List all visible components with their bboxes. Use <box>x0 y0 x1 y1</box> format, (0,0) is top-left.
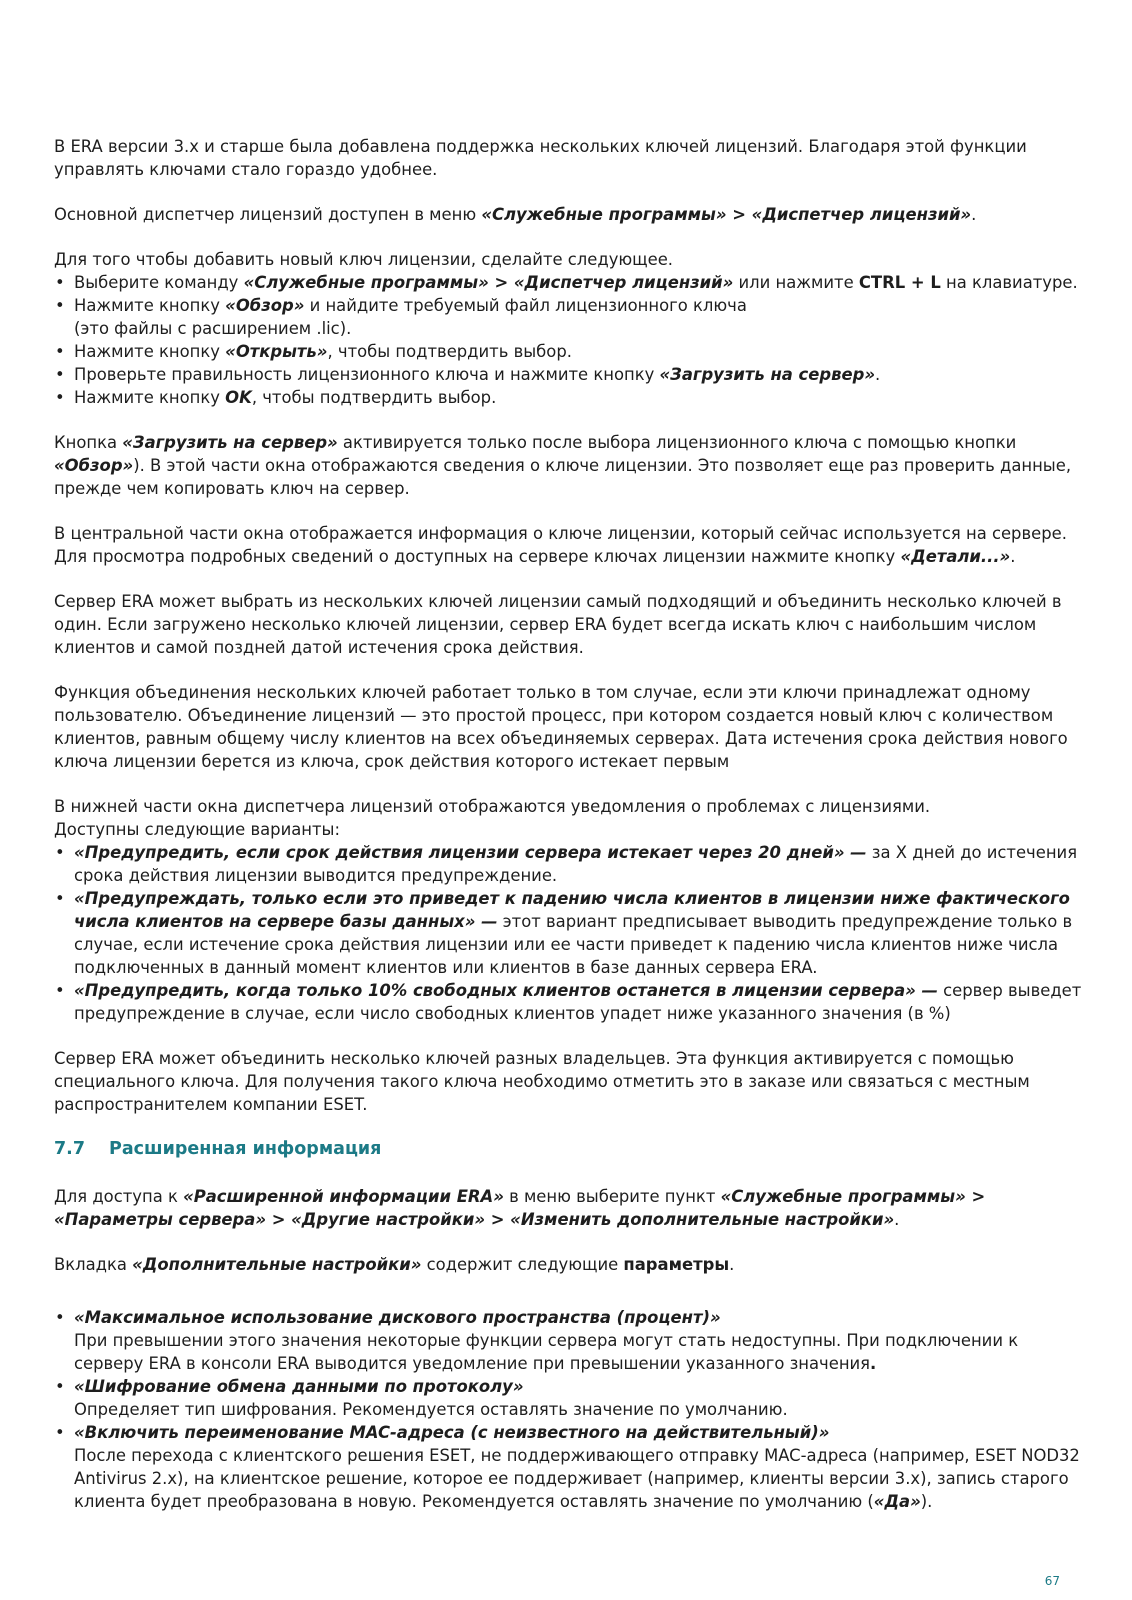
list-item: • Нажмите кнопку «Обзор» и найдите требуемый файл лицензионного ключа (это файлы с расширением .lic). <box>54 294 1084 340</box>
paragraph-advanced-tab: Вкладка «Дополнительные настройки» содержит следующие параметры. <box>54 1255 735 1274</box>
list-item: • Проверьте правильность лицензионного ключа и нажмите кнопку «Загрузить на сервер». <box>54 363 1084 386</box>
section-title: Расширенная информация <box>109 1139 382 1159</box>
list-item: • «Максимальное использование дискового пространства (процент)» При превышении этого значения некоторые функции сервера могут стать недоступны. При подключении к серверу ERA в консоли ERA выводится уведомление при превышении указанного значения. <box>54 1306 1084 1375</box>
notifications-intro: В нижней части окна диспетчера лицензий отображаются уведомления о проблемах с лицензиями. Доступны следующие варианты: <box>54 797 931 839</box>
list-item: • Нажмите кнопку OK, чтобы подтвердить выбор. <box>54 386 1084 409</box>
list-item: • «Предупредить, если срок действия лицензии сервера истекает через 20 дней» — за X дней до истечения срока действия лицензии выводится предупреждение. <box>54 841 1084 887</box>
paragraph-menu-path: Основной диспетчер лицензий доступен в меню «Служебные программы» > «Диспетчер лицензий». <box>54 205 977 224</box>
steps-list <box>54 271 1084 409</box>
list-item: • Выберите команду «Служебные программы» > «Диспетчер лицензий» или нажмите CTRL + L на клавиатуре. <box>54 271 1084 294</box>
paragraph-upload-button: Кнопка «Загрузить на сервер» активируется только после выбора лицензионного ключа с помощью кнопки «Обзор»). В этой части окна отображаются сведения о ключе лицензии. Это позволяет еще раз проверить данные, прежде чем копировать ключ на сервер. <box>54 433 1072 498</box>
list-item: • «Шифрование обмена данными по протоколу» Определяет тип шифрования. Рекомендуется оставлять значение по умолчанию. <box>54 1375 1084 1421</box>
parameters-list <box>54 1306 1084 1513</box>
paragraph-central-part: В центральной части окна отображается информация о ключе лицензии, который сейчас используется на сервере. Для просмотра подробных сведений о доступных на сервере ключах лицензии нажмите кнопку «Детали...». <box>54 524 1067 566</box>
notifications-list <box>54 841 1084 1025</box>
steps-intro: Для того чтобы добавить новый ключ лицензии, сделайте следующее. <box>54 250 674 269</box>
list-item: • «Предупредить, когда только 10% свободных клиентов останется в лицензии сервера» — сервер выведет предупреждение в случае, если число свободных клиентов упадет ниже указанного значения (в %) <box>54 979 1084 1025</box>
section-heading <box>54 1138 1084 1161</box>
paragraph-key-merge: Функция объединения нескольких ключей работает только в том случае, если эти ключи принадлежат одному пользователю. Объединение лицензий — это простой процесс, при котором создается новый ключ с количеством клиентов, равным общему числу клиентов на всех объединяемых серверах. Дата истечения срока действия нового ключа лицензии берется из ключа, срок действия которого истекает первым <box>54 683 1068 771</box>
paragraph-key-selection: Сервер ERA может выбрать из нескольких ключей лицензии самый подходящий и объединить несколько ключей в один. Если загружено несколько ключей лицензии, сервер ERA будет всегда искать ключ с наибольшим числом клиентов и самой поздней датой истечения срока действия. <box>54 592 1062 657</box>
section-number: 7.7 <box>54 1139 86 1159</box>
list-item: • «Включить переименование MAC-адреса (с неизвестного на действительный)» После перехода с клиентского решения ESET, не поддерживающего отправку MAC-адреса (например, ESET NOD32 Antivirus 2.x), на клиентское решение, которое ее поддерживает (например, клиенты версии 3.x), запись старого клиента будет преобразована в новую. Рекомендуется оставлять значение по умолчанию («Да»). <box>54 1421 1084 1513</box>
paragraph-intro: В ERA версии 3.x и старше была добавлена поддержка нескольких ключей лицензий. Благодаря этой функции управлять ключами стало гораздо удобнее. <box>54 137 1027 179</box>
list-item: • Нажмите кнопку «Открыть», чтобы подтвердить выбор. <box>54 340 1084 363</box>
paragraph-advanced-access: Для доступа к «Расширенной информации ERA» в меню выберите пункт «Служебные программы» > «Параметры сервера» > «Другие настройки» > «Изменить дополнительные настройки». <box>54 1187 986 1229</box>
document-body <box>54 135 1084 1535</box>
list-item: • «Предупреждать, только если это приведет к падению числа клиентов в лицензии ниже фактического числа клиентов на сервере базы данных» — этот вариант предписывает выводить предупреждение только в случае, если истечение срока действия лицензии или ее части приведет к падению числа клиентов ниже числа подключенных в данный момент клиентов или клиентов в базе данных сервера ERA. <box>54 887 1084 979</box>
paragraph-owners: Сервер ERA может объединить несколько ключей разных владельцев. Эта функция активируется с помощью специального ключа. Для получения такого ключа необходимо отметить это в заказе или связаться с местным распространителем компании ESET. <box>54 1049 1030 1114</box>
page-number: 67 <box>1044 1574 1060 1588</box>
